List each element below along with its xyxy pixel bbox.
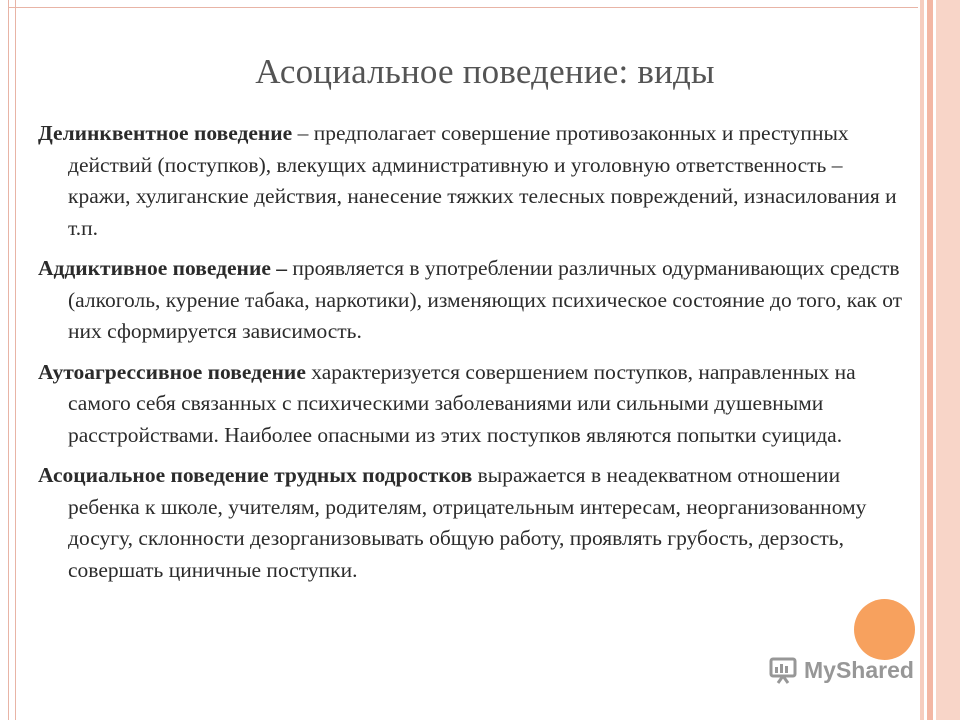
term-autoaggressive: Аутоагрессивное поведение xyxy=(38,359,306,384)
slide-content xyxy=(38,118,908,595)
text-addictive: проявляется в употреблении различных одурманивающих средств (алкоголь, курение табака, наркотики), изменяющих психическое состояние до того, как от них сформируется зависимость. xyxy=(68,256,903,343)
watermark-text: MyShared xyxy=(804,656,914,683)
paragraph-delinquent xyxy=(38,118,908,244)
paragraph-autoaggressive xyxy=(38,357,908,452)
text-asocial-teens: выражается в неадекватном отношении ребенка к школе, учителям, родителям, отрицательным интересам, неорганизованному досугу, склонности дезорганизовывать общую работу, проявлять грубость, дерзость, совершать циничные поступки. xyxy=(68,463,867,582)
slide-title: Асоциальное поведение: виды xyxy=(255,52,715,91)
term-addictive: Аддиктивное поведение – xyxy=(38,256,288,280)
slide-frame-left xyxy=(8,0,16,720)
slide-frame-top xyxy=(8,7,918,8)
myshared-watermark[interactable] xyxy=(768,655,914,685)
term-asocial-teens: Асоциальное поведение трудных подростков xyxy=(38,463,473,487)
term-delinquent: Делинквентное поведение xyxy=(38,121,293,145)
decorative-stripes xyxy=(920,0,960,720)
text-autoaggressive: характеризуется совершением поступков, направленных на самого себя связанных с психическими заболеваниями или сильными душевными расстройствами. Наиболее опасными из этих поступков являются попытки суицида. xyxy=(68,359,856,447)
paragraph-addictive xyxy=(38,253,908,348)
orange-circle-decoration xyxy=(854,599,915,660)
presentation-board-icon xyxy=(768,655,798,685)
paragraph-asocial-teens xyxy=(38,460,908,586)
text-delinquent: – предполагает совершение противозаконных и преступных действий (поступков), влекущих административную и уголовную ответственность – кражи, хулиганские действия, нанесение тяжких телесных повреждений, изнасилования и т.п. xyxy=(68,121,897,240)
